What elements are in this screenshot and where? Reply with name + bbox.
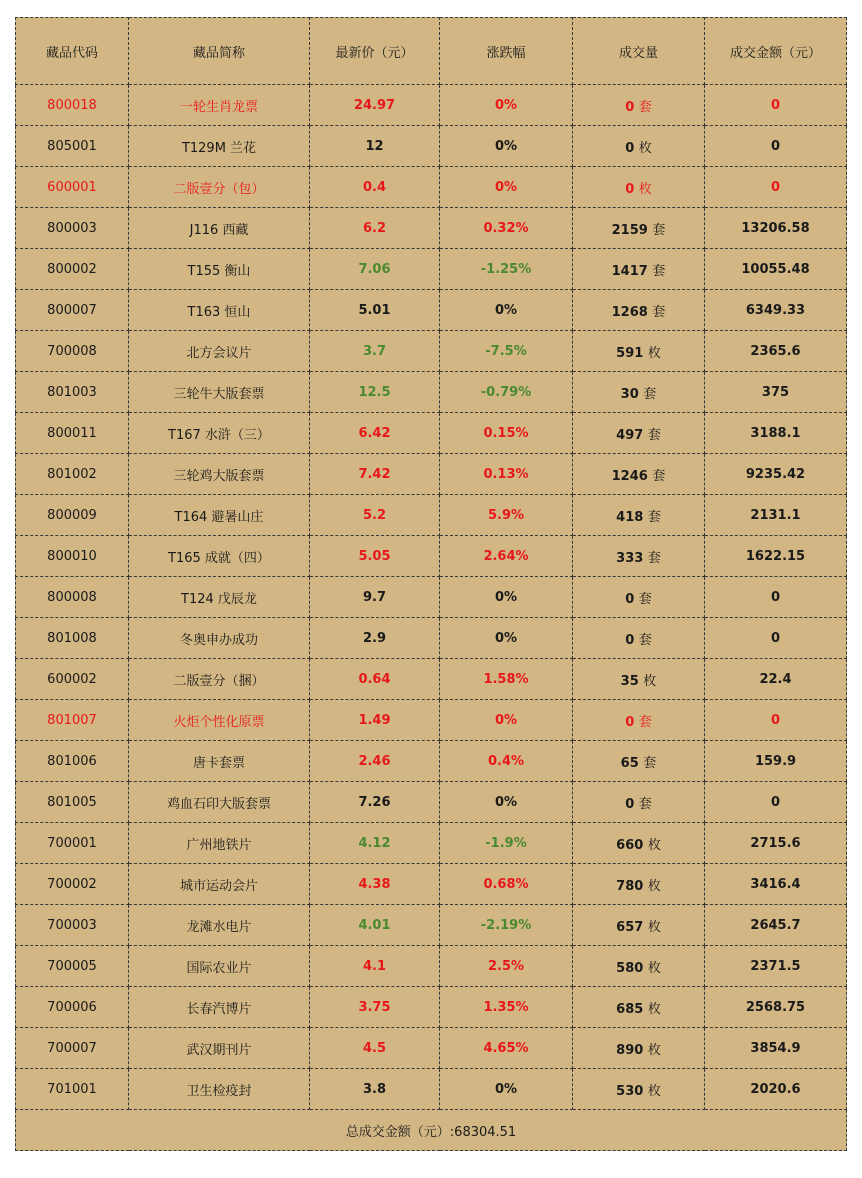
- name-cell: T124 戊辰龙: [129, 577, 310, 618]
- amount-cell: 3854.9: [705, 1028, 847, 1069]
- price-cell: 7.42: [310, 454, 440, 495]
- price-cell: 7.26: [310, 782, 440, 823]
- volume-value: 685: [616, 1001, 644, 1017]
- name-cell: 北方会议片: [129, 331, 310, 372]
- volume-cell: [573, 946, 705, 987]
- volume-unit: 套: [652, 304, 666, 320]
- volume-unit: 枚: [647, 837, 661, 853]
- name-cell: 广州地铁片: [129, 823, 310, 864]
- table-row[interactable]: [16, 249, 847, 290]
- volume-unit: 套: [652, 263, 666, 279]
- change-cell: 0.68%: [440, 864, 573, 905]
- code-cell: 800018: [16, 85, 129, 126]
- header-price: 最新价（元）: [310, 18, 440, 85]
- header-change: 涨跌幅: [440, 18, 573, 85]
- volume-cell: [573, 249, 705, 290]
- change-cell: 0%: [440, 782, 573, 823]
- volume-cell: [573, 659, 705, 700]
- name-cell: 二版壹分（包）: [129, 167, 310, 208]
- total-row: [16, 1110, 847, 1151]
- code-cell: 701001: [16, 1069, 129, 1110]
- code-cell: 600002: [16, 659, 129, 700]
- amount-cell: 3188.1: [705, 413, 847, 454]
- change-cell: -1.25%: [440, 249, 573, 290]
- volume-value: 497: [616, 427, 644, 443]
- volume-unit: 套: [652, 222, 666, 238]
- price-cell: 4.01: [310, 905, 440, 946]
- volume-value: 0: [625, 181, 635, 197]
- table-row[interactable]: [16, 823, 847, 864]
- table-row[interactable]: [16, 536, 847, 577]
- table-row[interactable]: [16, 987, 847, 1028]
- change-cell: 0.4%: [440, 741, 573, 782]
- table-row[interactable]: [16, 946, 847, 987]
- amount-cell: 0: [705, 577, 847, 618]
- price-cell: 7.06: [310, 249, 440, 290]
- table-row[interactable]: [16, 618, 847, 659]
- table-header: [16, 18, 847, 85]
- table-row[interactable]: [16, 208, 847, 249]
- volume-value: 35: [620, 673, 639, 689]
- price-cell: 4.12: [310, 823, 440, 864]
- change-cell: 0%: [440, 618, 573, 659]
- change-cell: 0%: [440, 126, 573, 167]
- volume-cell: [573, 864, 705, 905]
- name-cell: 三轮鸡大版套票: [129, 454, 310, 495]
- volume-unit: 套: [647, 509, 661, 525]
- table-row[interactable]: [16, 1069, 847, 1110]
- table-row[interactable]: [16, 864, 847, 905]
- quote-table: [15, 17, 847, 1151]
- name-cell: T167 水浒（三）: [129, 413, 310, 454]
- volume-cell: [573, 85, 705, 126]
- amount-cell: 0: [705, 167, 847, 208]
- amount-cell: 375: [705, 372, 847, 413]
- volume-value: 0: [625, 99, 635, 115]
- header-volume: 成交量: [573, 18, 705, 85]
- amount-cell: 2371.5: [705, 946, 847, 987]
- change-cell: -0.79%: [440, 372, 573, 413]
- change-cell: 1.58%: [440, 659, 573, 700]
- header-amount: 成交金额（元）: [705, 18, 847, 85]
- name-cell: 唐卡套票: [129, 741, 310, 782]
- code-cell: 800010: [16, 536, 129, 577]
- volume-unit: 枚: [647, 345, 661, 361]
- volume-value: 0: [625, 796, 635, 812]
- price-cell: 12: [310, 126, 440, 167]
- code-cell: 700007: [16, 1028, 129, 1069]
- table-row[interactable]: [16, 85, 847, 126]
- code-cell: 800007: [16, 290, 129, 331]
- amount-cell: 2715.6: [705, 823, 847, 864]
- volume-unit: 枚: [638, 181, 652, 197]
- change-cell: -7.5%: [440, 331, 573, 372]
- volume-value: 418: [616, 509, 644, 525]
- table-row[interactable]: [16, 126, 847, 167]
- volume-cell: [573, 454, 705, 495]
- change-cell: 0%: [440, 700, 573, 741]
- amount-cell: 2645.7: [705, 905, 847, 946]
- code-cell: 700002: [16, 864, 129, 905]
- volume-value: 2159: [611, 222, 648, 238]
- price-cell: 1.49: [310, 700, 440, 741]
- volume-value: 1417: [611, 263, 648, 279]
- total-value: 68304.51: [454, 1124, 517, 1140]
- amount-cell: 0: [705, 618, 847, 659]
- volume-cell: [573, 823, 705, 864]
- price-cell: 0.64: [310, 659, 440, 700]
- code-cell: 801008: [16, 618, 129, 659]
- volume-unit: 套: [647, 427, 661, 443]
- price-cell: 3.7: [310, 331, 440, 372]
- table-row[interactable]: [16, 905, 847, 946]
- table-row[interactable]: [16, 700, 847, 741]
- volume-value: 591: [616, 345, 644, 361]
- name-cell: 火炬个性化原票: [129, 700, 310, 741]
- volume-cell: [573, 126, 705, 167]
- table-row[interactable]: [16, 372, 847, 413]
- volume-unit: 枚: [647, 878, 661, 894]
- price-cell: 3.75: [310, 987, 440, 1028]
- volume-value: 890: [616, 1042, 644, 1058]
- price-cell: 12.5: [310, 372, 440, 413]
- price-cell: 6.42: [310, 413, 440, 454]
- name-cell: T129M 兰花: [129, 126, 310, 167]
- price-cell: 2.46: [310, 741, 440, 782]
- volume-unit: 套: [652, 468, 666, 484]
- volume-value: 0: [625, 591, 635, 607]
- change-cell: 0%: [440, 290, 573, 331]
- volume-cell: [573, 1028, 705, 1069]
- volume-value: 660: [616, 837, 644, 853]
- volume-value: 1246: [611, 468, 648, 484]
- volume-cell: [573, 413, 705, 454]
- change-cell: -2.19%: [440, 905, 573, 946]
- volume-cell: [573, 495, 705, 536]
- volume-unit: 套: [643, 755, 657, 771]
- volume-cell: [573, 167, 705, 208]
- change-cell: 0%: [440, 1069, 573, 1110]
- volume-value: 780: [616, 878, 644, 894]
- change-cell: 0%: [440, 577, 573, 618]
- volume-cell: [573, 618, 705, 659]
- change-cell: 1.35%: [440, 987, 573, 1028]
- volume-unit: 枚: [647, 1042, 661, 1058]
- code-cell: 800008: [16, 577, 129, 618]
- code-cell: 700006: [16, 987, 129, 1028]
- volume-value: 0: [625, 714, 635, 730]
- name-cell: 一轮生肖龙票: [129, 85, 310, 126]
- name-cell: 城市运动会片: [129, 864, 310, 905]
- table-footer: [16, 1110, 847, 1151]
- volume-value: 65: [620, 755, 639, 771]
- amount-cell: 10055.48: [705, 249, 847, 290]
- volume-cell: [573, 700, 705, 741]
- volume-unit: 套: [643, 386, 657, 402]
- amount-cell: 2131.1: [705, 495, 847, 536]
- change-cell: 4.65%: [440, 1028, 573, 1069]
- code-cell: 801002: [16, 454, 129, 495]
- name-cell: 鸡血石印大版套票: [129, 782, 310, 823]
- name-cell: 长春汽博片: [129, 987, 310, 1028]
- table-row[interactable]: [16, 454, 847, 495]
- amount-cell: 2568.75: [705, 987, 847, 1028]
- name-cell: 三轮牛大版套票: [129, 372, 310, 413]
- code-cell: 700005: [16, 946, 129, 987]
- change-cell: -1.9%: [440, 823, 573, 864]
- name-cell: 武汉期刊片: [129, 1028, 310, 1069]
- volume-value: 30: [620, 386, 639, 402]
- change-cell: 0.13%: [440, 454, 573, 495]
- price-cell: 24.97: [310, 85, 440, 126]
- price-cell: 5.01: [310, 290, 440, 331]
- price-cell: 5.2: [310, 495, 440, 536]
- volume-unit: 枚: [647, 919, 661, 935]
- code-cell: 700008: [16, 331, 129, 372]
- name-cell: 国际农业片: [129, 946, 310, 987]
- volume-cell: [573, 372, 705, 413]
- price-cell: 2.9: [310, 618, 440, 659]
- amount-cell: 22.4: [705, 659, 847, 700]
- amount-cell: 0: [705, 700, 847, 741]
- name-cell: J116 西藏: [129, 208, 310, 249]
- table-row[interactable]: [16, 577, 847, 618]
- total-label: 总成交金额（元）:: [345, 1124, 455, 1140]
- amount-cell: 0: [705, 85, 847, 126]
- price-cell: 4.5: [310, 1028, 440, 1069]
- volume-unit: 枚: [643, 673, 657, 689]
- volume-unit: 套: [638, 632, 652, 648]
- volume-value: 0: [625, 140, 635, 156]
- change-cell: 0%: [440, 85, 573, 126]
- volume-unit: 套: [638, 99, 652, 115]
- code-cell: 800009: [16, 495, 129, 536]
- price-cell: 9.7: [310, 577, 440, 618]
- volume-cell: [573, 782, 705, 823]
- volume-cell: [573, 290, 705, 331]
- total-cell: [16, 1110, 847, 1151]
- amount-cell: 2020.6: [705, 1069, 847, 1110]
- change-cell: 2.64%: [440, 536, 573, 577]
- table-row[interactable]: [16, 167, 847, 208]
- table-row[interactable]: [16, 1028, 847, 1069]
- amount-cell: 9235.42: [705, 454, 847, 495]
- name-cell: 冬奥申办成功: [129, 618, 310, 659]
- name-cell: T163 恒山: [129, 290, 310, 331]
- name-cell: 龙滩水电片: [129, 905, 310, 946]
- table-body: [16, 85, 847, 1110]
- price-cell: 5.05: [310, 536, 440, 577]
- amount-cell: 2365.6: [705, 331, 847, 372]
- table-row[interactable]: [16, 413, 847, 454]
- amount-cell: 6349.33: [705, 290, 847, 331]
- volume-unit: 套: [638, 714, 652, 730]
- change-cell: 0%: [440, 167, 573, 208]
- amount-cell: 0: [705, 782, 847, 823]
- change-cell: 2.5%: [440, 946, 573, 987]
- code-cell: 801005: [16, 782, 129, 823]
- table-row[interactable]: [16, 290, 847, 331]
- table-row[interactable]: [16, 782, 847, 823]
- name-cell: 二版壹分（捆）: [129, 659, 310, 700]
- change-cell: 5.9%: [440, 495, 573, 536]
- amount-cell: 159.9: [705, 741, 847, 782]
- volume-unit: 枚: [647, 1001, 661, 1017]
- volume-unit: 枚: [647, 960, 661, 976]
- header-code: 藏品代码: [16, 18, 129, 85]
- table-row[interactable]: [16, 741, 847, 782]
- header-row: [16, 18, 847, 85]
- name-cell: T164 避暑山庄: [129, 495, 310, 536]
- code-cell: 700001: [16, 823, 129, 864]
- table-row[interactable]: [16, 331, 847, 372]
- code-cell: 800011: [16, 413, 129, 454]
- name-cell: 卫生检疫封: [129, 1069, 310, 1110]
- volume-cell: [573, 1069, 705, 1110]
- change-cell: 0.32%: [440, 208, 573, 249]
- volume-cell: [573, 331, 705, 372]
- code-cell: 801003: [16, 372, 129, 413]
- table-row[interactable]: [16, 659, 847, 700]
- amount-cell: 3416.4: [705, 864, 847, 905]
- change-cell: 0.15%: [440, 413, 573, 454]
- price-cell: 3.8: [310, 1069, 440, 1110]
- code-cell: 805001: [16, 126, 129, 167]
- price-cell: 6.2: [310, 208, 440, 249]
- volume-value: 1268: [611, 304, 648, 320]
- volume-cell: [573, 905, 705, 946]
- amount-cell: 0: [705, 126, 847, 167]
- name-cell: T165 成就（四）: [129, 536, 310, 577]
- volume-unit: 套: [638, 591, 652, 607]
- volume-value: 0: [625, 632, 635, 648]
- table-row[interactable]: [16, 495, 847, 536]
- volume-unit: 枚: [638, 140, 652, 156]
- amount-cell: 13206.58: [705, 208, 847, 249]
- volume-value: 333: [616, 550, 644, 566]
- volume-unit: 套: [638, 796, 652, 812]
- volume-unit: 枚: [647, 1083, 661, 1099]
- volume-unit: 套: [647, 550, 661, 566]
- code-cell: 800002: [16, 249, 129, 290]
- price-cell: 4.1: [310, 946, 440, 987]
- code-cell: 801007: [16, 700, 129, 741]
- code-cell: 700003: [16, 905, 129, 946]
- code-cell: 801006: [16, 741, 129, 782]
- code-cell: 800003: [16, 208, 129, 249]
- header-name: 藏品简称: [129, 18, 310, 85]
- name-cell: T155 衡山: [129, 249, 310, 290]
- volume-value: 580: [616, 960, 644, 976]
- volume-cell: [573, 577, 705, 618]
- volume-value: 530: [616, 1083, 644, 1099]
- volume-cell: [573, 741, 705, 782]
- volume-cell: [573, 987, 705, 1028]
- price-cell: 0.4: [310, 167, 440, 208]
- volume-cell: [573, 208, 705, 249]
- volume-value: 657: [616, 919, 644, 935]
- price-cell: 4.38: [310, 864, 440, 905]
- amount-cell: 1622.15: [705, 536, 847, 577]
- code-cell: 600001: [16, 167, 129, 208]
- volume-cell: [573, 536, 705, 577]
